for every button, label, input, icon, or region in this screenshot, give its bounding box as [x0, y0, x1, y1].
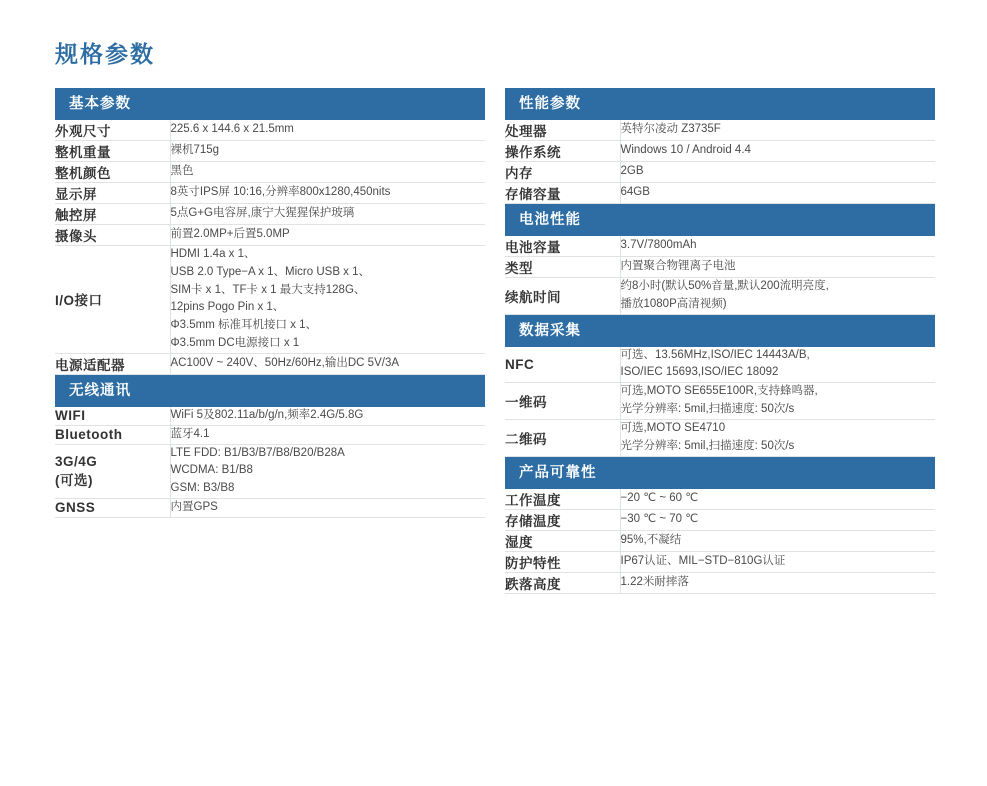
row-label: 电源适配器 [55, 353, 170, 374]
value-line: USB 2.0 Type−A x 1、Micro USB x 1、 [170, 265, 371, 278]
row-value [620, 347, 935, 383]
row-value [170, 183, 485, 204]
table-row [55, 162, 485, 183]
value-line: 可选,MOTO SE4710 [620, 421, 726, 434]
spec-table-performance [505, 120, 935, 204]
row-label: 续航时间 [505, 278, 620, 315]
section-header-basic: 基本参数 [55, 88, 485, 120]
value-line: 5点G+G电容屏,康宁大猩猩保护玻璃 [170, 207, 355, 220]
table-row [505, 278, 935, 315]
value-line: 英特尔凌动 Z3735F [620, 123, 721, 136]
row-label: I/O接口 [55, 246, 170, 354]
spec-table-basic [55, 120, 485, 375]
row-value [620, 141, 935, 162]
spec-table-reliability [505, 489, 935, 594]
table-row [505, 141, 935, 162]
value-line: 可选,MOTO SE655E100R,支持蜂鸣器, [620, 385, 818, 398]
row-value [170, 225, 485, 246]
row-value [170, 246, 485, 354]
value-line: Φ3.5mm 标准耳机接口 x 1、 [170, 319, 318, 332]
row-label: 内存 [505, 162, 620, 183]
table-row [55, 183, 485, 204]
value-line: 8英寸IPS屏 10:16,分辨率800x1280,450nits [170, 186, 391, 199]
row-value [170, 353, 485, 374]
table-row [505, 183, 935, 204]
row-label: 触控屏 [55, 204, 170, 225]
row-value [170, 162, 485, 183]
spec-table-wireless [55, 407, 485, 518]
table-row [55, 353, 485, 374]
row-value [620, 383, 935, 420]
table-row [505, 509, 935, 530]
row-value [170, 204, 485, 225]
section-header-reliability: 产品可靠性 [505, 457, 935, 489]
row-label: 摄像头 [55, 225, 170, 246]
table-row [55, 246, 485, 354]
value-line: Φ3.5mm DC电源接口 x 1 [170, 337, 300, 350]
row-value [620, 419, 935, 456]
table-row [55, 204, 485, 225]
table-row [505, 162, 935, 183]
value-line: −20 ℃ ~ 60 ℃ [620, 491, 699, 504]
value-line: 内置聚合物锂离子电池 [620, 260, 736, 273]
table-row [55, 120, 485, 141]
row-label: 存储容量 [505, 183, 620, 204]
value-line: 裸机715g [170, 144, 220, 157]
row-label: 二维码 [505, 419, 620, 456]
section-header-battery: 电池性能 [505, 204, 935, 236]
value-line: 光学分辨率: 5mil,扫描速度: 50次/s [620, 403, 795, 416]
row-value [620, 183, 935, 204]
value-line: 光学分辨率: 5mil,扫描速度: 50次/s [620, 439, 795, 452]
value-line: 12pins Pogo Pin x 1、 [170, 301, 285, 314]
row-value [620, 509, 935, 530]
value-line: 64GB [620, 186, 650, 199]
row-value [620, 530, 935, 551]
value-line: 内置GPS [170, 500, 218, 513]
value-line: SIM卡 x 1、TF卡 x 1 最大支持128G、 [170, 283, 366, 296]
row-label [55, 444, 170, 498]
value-line: 播放1080P高清视频) [620, 297, 727, 310]
value-line: 1.22米耐摔落 [620, 575, 689, 588]
row-value [170, 120, 485, 141]
table-row [505, 236, 935, 257]
table-row [505, 419, 935, 456]
section-header-wireless: 无线通讯 [55, 375, 485, 407]
row-value [620, 572, 935, 593]
table-row [55, 407, 485, 425]
row-value [620, 162, 935, 183]
row-value [620, 278, 935, 315]
value-line: Windows 10 / Android 4.4 [620, 144, 751, 157]
table-row [505, 489, 935, 510]
row-value [170, 498, 485, 517]
row-value [170, 407, 485, 425]
row-label: 类型 [505, 257, 620, 278]
row-value [620, 236, 935, 257]
row-value [620, 551, 935, 572]
row-label: 显示屏 [55, 183, 170, 204]
table-row [505, 572, 935, 593]
value-line: 前置2.0MP+后置5.0MP [170, 228, 290, 241]
row-label: 存储温度 [505, 509, 620, 530]
table-row [505, 383, 935, 420]
row-label: GNSS [55, 498, 170, 517]
table-row [55, 141, 485, 162]
row-label: 跌落高度 [505, 572, 620, 593]
table-row [505, 530, 935, 551]
table-row [55, 498, 485, 517]
value-line: 2GB [620, 165, 644, 178]
row-value [620, 120, 935, 141]
row-label: 电池容量 [505, 236, 620, 257]
row-value [620, 489, 935, 510]
row-label: Bluetooth [55, 425, 170, 444]
row-label: NFC [505, 347, 620, 383]
table-row [55, 425, 485, 444]
page-title: 规格参数 [55, 41, 155, 67]
row-value [170, 425, 485, 444]
value-line: 黑色 [170, 165, 194, 178]
table-row [505, 257, 935, 278]
right-column [505, 88, 935, 594]
table-row [505, 120, 935, 141]
left-column [55, 88, 485, 518]
value-line: WiFi 5及802.11a/b/g/n,频率2.4G/5.8G [170, 408, 364, 421]
value-line: 可选、13.56MHz,ISO/IEC 14443A/B, [620, 348, 810, 361]
section-header-data-capture: 数据采集 [505, 315, 935, 347]
value-line: WCDMA: B1/B8 [170, 464, 253, 477]
value-line: 3.7V/7800mAh [620, 239, 697, 252]
row-label: 一维码 [505, 383, 620, 420]
table-row [55, 225, 485, 246]
row-label: 工作温度 [505, 489, 620, 510]
value-line: 95%,不凝结 [620, 533, 682, 546]
value-line: 蓝牙4.1 [170, 427, 210, 440]
row-label: 整机重量 [55, 141, 170, 162]
value-line: GSM: B3/B8 [170, 482, 235, 495]
table-row [505, 551, 935, 572]
row-value [170, 141, 485, 162]
section-header-performance: 性能参数 [505, 88, 935, 120]
value-line: 约8小时(默认50%音量,默认200流明亮度, [620, 280, 829, 292]
value-line: HDMI 1.4a x 1、 [170, 248, 256, 260]
row-label-line: (可选) [55, 472, 93, 488]
row-value [620, 257, 935, 278]
table-row [505, 347, 935, 383]
value-line: IP67认证、MIL−STD−810G认证 [620, 554, 786, 567]
row-label: 外观尺寸 [55, 120, 170, 141]
row-label: 整机颜色 [55, 162, 170, 183]
table-row [55, 444, 485, 498]
row-label: 处理器 [505, 120, 620, 141]
row-label-line: 3G/4G [55, 453, 98, 469]
row-label: 湿度 [505, 530, 620, 551]
spec-table-data-capture [505, 347, 935, 457]
row-value [170, 444, 485, 498]
value-line: 225.6 x 144.6 x 21.5mm [170, 123, 294, 136]
row-label: WIFI [55, 407, 170, 425]
row-label: 防护特性 [505, 551, 620, 572]
value-line: AC100V ~ 240V、50Hz/60Hz,输出DC 5V/3A [170, 356, 400, 369]
value-line: LTE FDD: B1/B3/B7/B8/B20/B28A [170, 446, 345, 459]
value-line: −30 ℃ ~ 70 ℃ [620, 512, 699, 525]
spec-table-battery [505, 236, 935, 315]
row-label: 操作系统 [505, 141, 620, 162]
value-line: ISO/IEC 15693,ISO/IEC 18092 [620, 366, 779, 379]
